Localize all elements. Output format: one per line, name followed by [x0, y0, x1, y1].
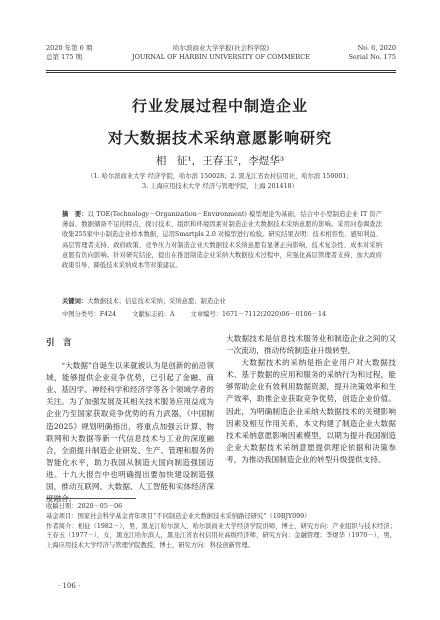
footnotes [46, 502, 396, 551]
abstract [62, 210, 382, 271]
affiliation-line: 3. 上海应用技术大学 经济与管理学院，上海 201418） [142, 183, 298, 190]
header-journal [46, 44, 396, 62]
body-paragraph: 大数据技术的采纳是指企业用户对大数据技术、基于数据的应用和服务的采纳行为和过程，能够帮助企业有效利用数据资源，提升决策效率和生产效率，助推企业获取竞争优势，创造企业价值。因此，为明确制造企业采纳大数据技术的关键影响因素及相互作用关系，本文构建了制造企业大数据技术采纳意愿影响因素模型，以期为提升我国制造企业大数据技术采纳意愿提供理论依据和决策参考，为推动我国制造企业的转型升级提供支持。 [226, 358, 396, 464]
header-total-issue: 总第 175 期 [46, 53, 83, 61]
header-year-issue: 2020 年第 6 期 [46, 44, 93, 52]
author-list: 相 征¹，王春玉²，李煜华³ [155, 155, 285, 167]
section-heading: 引 言 [46, 338, 72, 348]
author-bio: 作者简介：相征（1982－），男，黑龙江哈尔滨人，哈尔滨商业大学经济学院讲师，博士，研究方向：产业组织与技术经济；王春玉（1977－），女，黑龙江哈尔滨人，黑龙江省农村信用社高级经济师，研究方向：金融管理；李煜华（1970－），男，上海应用技术大学经济与管理学院教授，博士，研究方向：科技创新管理。 [46, 522, 396, 550]
article-title-line2: 对大数据技术采纳意愿影响研究 [107, 129, 332, 147]
article-title-line1: 行业发展过程中制造企业 [131, 97, 308, 115]
body-column-right [226, 333, 396, 466]
fund-note: 基金项目：国家社会科学基金青年项目“不同制造企业大数据技术采纳路径研究”（19BJY099） [46, 512, 311, 520]
header-journal-en: JOURNAL OF HARBIN UNIVERSITY OF COMMERCE [132, 53, 310, 61]
running-header [46, 44, 396, 68]
affiliations [0, 172, 440, 192]
document-code: 文献标志码：A [132, 311, 175, 318]
clc-number: 中图分类号：F424 [62, 311, 117, 318]
header-issue-en: No. 6, 2020 [357, 44, 396, 52]
footnote-rule [46, 498, 136, 499]
classification-line [62, 309, 382, 318]
body-paragraph: “大数据”自诞生以来就被认为是创新的前沿领域，能够提供企业竞争优势，已引起了金融、商业、基因学、神经科学和经济学等各个领域学者的关注。为了加强发展及其相关技术服务应用益成为企业乃至国家获取竞争优势的有力武器，《中国制造2025》规划明确指出，将重点加强云计算、物联网和大数据等新一代信息技术与工业的深度融合，全面提升制造企业研发、生产、管理和服务的智能化水平，助力我国从制造大国向制造强国迈进。十九大报告中也明确提出要加快建设制造强国，推动互联网、大数据、人工智能和实体经济深度融合。 [46, 361, 214, 504]
header-right [348, 44, 396, 62]
affiliation-line: （1. 哈尔滨商业大学 经济学院，哈尔滨 150028；2. 黑龙江省农村信用社，哈尔滨 150001； [87, 173, 353, 180]
article-number: 文章编号：1671－7112(2020)06－0106－14 [190, 311, 326, 318]
header-rule [46, 70, 396, 73]
abstract-label: 摘 要： [62, 211, 88, 218]
header-journal-cn: 哈尔滨商业大学学报(社会科学版) [172, 44, 270, 52]
keywords [62, 296, 382, 305]
header-serial-en: Serial No. 175 [348, 53, 396, 61]
keywords-label: 关键词： [62, 298, 88, 305]
page-number: · 106 · [58, 582, 81, 590]
abstract-text: 以 TOE(Technology－Organization－Environment) 模型理论为基础，结合中小型制造企业 IT 资产薄弱、数据储备不足的特点，探讨技术、组织和环境因素对制造企业大数据技术采纳意愿的影响。采用问卷调查法收集255家中小制造企业样本数据，运用Smartpls 2.0 对模型进行检验。研究结果表明：技术相容性、感知利益、高层管理者支持、政府政策、竞争压力对制造企业大数据技术采纳意愿有显著正向影响，技术复杂性、成本对采纳意愿有负向影响。针对研究结论，提出在推进制造企业采纳大数据技术过程中，应强化高层管理者支持、加大政府政策引导、降低技术采纳成本等对策建议。 [62, 211, 383, 270]
received-date: 收稿日期：2020－05－06 [46, 503, 123, 510]
keywords-text: 大数据技术；信息技术采纳；采纳意愿；制造企业 [87, 298, 226, 305]
body-column-left [46, 333, 214, 505]
body-paragraph: 大数据技术是信息技术服务业和制造企业之间的又一次流动，推动传统制造业升级转型。 [226, 334, 396, 356]
